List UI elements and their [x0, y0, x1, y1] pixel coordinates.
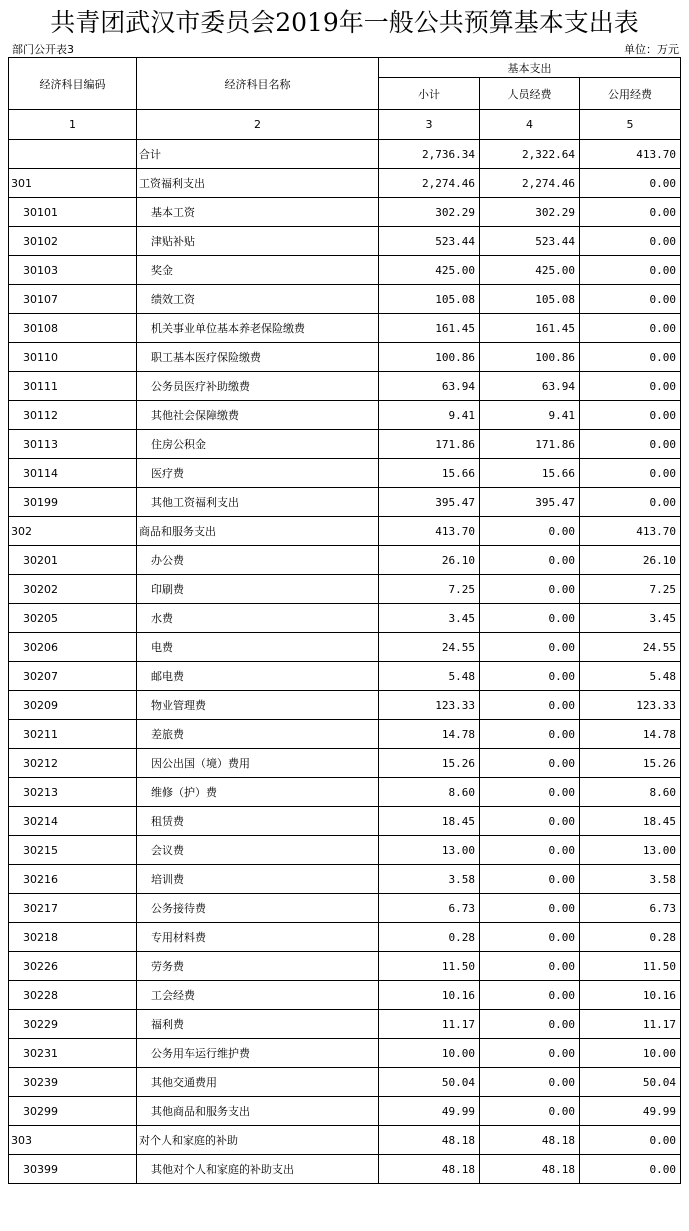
row-name: 津贴补贴	[137, 227, 379, 256]
row-code: 30107	[9, 285, 137, 314]
row-personnel: 395.47	[480, 488, 580, 517]
row-public: 5.48	[580, 662, 681, 691]
row-public: 0.00	[580, 343, 681, 372]
row-public: 3.45	[580, 604, 681, 633]
row-name: 合计	[137, 140, 379, 169]
row-subtotal: 171.86	[379, 430, 480, 459]
row-public: 0.00	[580, 256, 681, 285]
row-personnel: 0.00	[480, 575, 580, 604]
row-name: 培训费	[137, 865, 379, 894]
row-code: 30226	[9, 952, 137, 981]
row-subtotal: 10.00	[379, 1039, 480, 1068]
table-row	[9, 459, 681, 488]
row-subtotal: 7.25	[379, 575, 480, 604]
row-name: 商品和服务支出	[137, 517, 379, 546]
row-subtotal: 18.45	[379, 807, 480, 836]
row-personnel: 425.00	[480, 256, 580, 285]
row-personnel: 9.41	[480, 401, 580, 430]
table-row	[9, 1155, 681, 1184]
row-public: 7.25	[580, 575, 681, 604]
header-basic: 基本支出	[379, 58, 681, 78]
table-row	[9, 749, 681, 778]
row-personnel: 0.00	[480, 691, 580, 720]
row-public: 11.50	[580, 952, 681, 981]
row-subtotal: 15.26	[379, 749, 480, 778]
row-subtotal: 13.00	[379, 836, 480, 865]
row-personnel: 0.00	[480, 778, 580, 807]
row-subtotal: 24.55	[379, 633, 480, 662]
row-name: 基本工资	[137, 198, 379, 227]
row-public: 413.70	[580, 517, 681, 546]
row-code: 30110	[9, 343, 137, 372]
header-index: 5	[580, 110, 681, 140]
row-personnel: 48.18	[480, 1155, 580, 1184]
row-public: 0.00	[580, 169, 681, 198]
page-title: 共青团武汉市委员会2019年一般公共预算基本支出表	[50, 8, 639, 37]
row-code: 30202	[9, 575, 137, 604]
table-row	[9, 227, 681, 256]
row-name: 电费	[137, 633, 379, 662]
table-row	[9, 778, 681, 807]
row-name: 其他交通费用	[137, 1068, 379, 1097]
header-name: 经济科目名称	[137, 58, 379, 110]
row-name: 维修（护）费	[137, 778, 379, 807]
row-name: 绩效工资	[137, 285, 379, 314]
row-name: 劳务费	[137, 952, 379, 981]
table-row	[9, 865, 681, 894]
row-subtotal: 100.86	[379, 343, 480, 372]
row-public: 26.10	[580, 546, 681, 575]
row-subtotal: 11.17	[379, 1010, 480, 1039]
row-code: 30299	[9, 1097, 137, 1126]
row-public: 3.58	[580, 865, 681, 894]
row-subtotal: 105.08	[379, 285, 480, 314]
row-subtotal: 523.44	[379, 227, 480, 256]
row-subtotal: 15.66	[379, 459, 480, 488]
row-public: 49.99	[580, 1097, 681, 1126]
row-subtotal: 50.04	[379, 1068, 480, 1097]
row-public: 413.70	[580, 140, 681, 169]
table-row	[9, 488, 681, 517]
row-subtotal: 302.29	[379, 198, 480, 227]
table-row	[9, 720, 681, 749]
row-name: 机关事业单位基本养老保险缴费	[137, 314, 379, 343]
header-index: 3	[379, 110, 480, 140]
row-subtotal: 11.50	[379, 952, 480, 981]
table-row	[9, 981, 681, 1010]
row-personnel: 0.00	[480, 662, 580, 691]
row-subtotal: 425.00	[379, 256, 480, 285]
row-code: 30112	[9, 401, 137, 430]
row-code: 30214	[9, 807, 137, 836]
row-personnel: 523.44	[480, 227, 580, 256]
row-name: 租赁费	[137, 807, 379, 836]
table-row	[9, 1068, 681, 1097]
row-code: 30218	[9, 923, 137, 952]
table-row	[9, 691, 681, 720]
row-subtotal: 3.58	[379, 865, 480, 894]
row-public: 0.00	[580, 1126, 681, 1155]
row-public: 15.26	[580, 749, 681, 778]
row-public: 10.16	[580, 981, 681, 1010]
table-row	[9, 633, 681, 662]
row-name: 职工基本医疗保险缴费	[137, 343, 379, 372]
row-name: 对个人和家庭的补助	[137, 1126, 379, 1155]
table-row	[9, 575, 681, 604]
row-public: 14.78	[580, 720, 681, 749]
row-personnel: 0.00	[480, 836, 580, 865]
row-name: 印刷费	[137, 575, 379, 604]
row-code: 30213	[9, 778, 137, 807]
row-code: 30113	[9, 430, 137, 459]
row-code: 30111	[9, 372, 137, 401]
row-code: 30207	[9, 662, 137, 691]
table-row	[9, 1097, 681, 1126]
row-code: 30211	[9, 720, 137, 749]
row-personnel: 0.00	[480, 981, 580, 1010]
row-personnel: 0.00	[480, 894, 580, 923]
row-code: 302	[9, 517, 137, 546]
row-name: 其他社会保障缴费	[137, 401, 379, 430]
row-public: 0.28	[580, 923, 681, 952]
row-personnel: 15.66	[480, 459, 580, 488]
table-row	[9, 546, 681, 575]
row-public: 123.33	[580, 691, 681, 720]
row-code: 30206	[9, 633, 137, 662]
table-row	[9, 923, 681, 952]
row-public: 0.00	[580, 285, 681, 314]
table-row	[9, 807, 681, 836]
table-row	[9, 169, 681, 198]
row-public: 0.00	[580, 314, 681, 343]
row-code: 301	[9, 169, 137, 198]
table-row	[9, 198, 681, 227]
table-row	[9, 372, 681, 401]
row-name: 差旅费	[137, 720, 379, 749]
table-row	[9, 952, 681, 981]
row-public: 6.73	[580, 894, 681, 923]
row-personnel: 302.29	[480, 198, 580, 227]
row-code: 30216	[9, 865, 137, 894]
row-personnel: 0.00	[480, 865, 580, 894]
row-name: 其他商品和服务支出	[137, 1097, 379, 1126]
row-personnel: 0.00	[480, 807, 580, 836]
row-code: 30209	[9, 691, 137, 720]
table-row	[9, 343, 681, 372]
table-row	[9, 314, 681, 343]
row-personnel: 0.00	[480, 517, 580, 546]
row-code: 30199	[9, 488, 137, 517]
row-personnel: 0.00	[480, 720, 580, 749]
row-subtotal: 0.28	[379, 923, 480, 952]
table-row	[9, 517, 681, 546]
row-personnel: 48.18	[480, 1126, 580, 1155]
row-code: 30228	[9, 981, 137, 1010]
row-name: 工资福利支出	[137, 169, 379, 198]
row-code: 30114	[9, 459, 137, 488]
row-name: 公务用车运行维护费	[137, 1039, 379, 1068]
row-public: 0.00	[580, 227, 681, 256]
row-name: 公务员医疗补助缴费	[137, 372, 379, 401]
row-subtotal: 26.10	[379, 546, 480, 575]
table-row	[9, 285, 681, 314]
header-code: 经济科目编码	[9, 58, 137, 110]
table-row	[9, 662, 681, 691]
row-code: 30399	[9, 1155, 137, 1184]
row-personnel: 0.00	[480, 604, 580, 633]
row-public: 0.00	[580, 488, 681, 517]
header-personnel: 人员经费	[480, 78, 580, 110]
row-subtotal: 161.45	[379, 314, 480, 343]
header-public: 公用经费	[580, 78, 681, 110]
row-subtotal: 48.18	[379, 1126, 480, 1155]
row-personnel: 2,322.64	[480, 140, 580, 169]
row-public: 13.00	[580, 836, 681, 865]
row-code: 30217	[9, 894, 137, 923]
table-row	[9, 430, 681, 459]
table-row	[9, 256, 681, 285]
row-subtotal: 14.78	[379, 720, 480, 749]
row-personnel: 161.45	[480, 314, 580, 343]
row-subtotal: 63.94	[379, 372, 480, 401]
row-subtotal: 3.45	[379, 604, 480, 633]
header-index: 1	[9, 110, 137, 140]
row-name: 医疗费	[137, 459, 379, 488]
row-public: 11.17	[580, 1010, 681, 1039]
row-name: 专用材料费	[137, 923, 379, 952]
table-row	[9, 140, 681, 169]
table-row	[9, 1126, 681, 1155]
row-name: 福利费	[137, 1010, 379, 1039]
row-public: 10.00	[580, 1039, 681, 1068]
row-subtotal: 10.16	[379, 981, 480, 1010]
row-subtotal: 9.41	[379, 401, 480, 430]
header-index: 2	[137, 110, 379, 140]
row-name: 邮电费	[137, 662, 379, 691]
row-subtotal: 2,274.46	[379, 169, 480, 198]
row-public: 0.00	[580, 1155, 681, 1184]
row-subtotal: 2,736.34	[379, 140, 480, 169]
table-row	[9, 1010, 681, 1039]
row-code: 30229	[9, 1010, 137, 1039]
table-body	[9, 140, 681, 1184]
table-row	[9, 836, 681, 865]
row-subtotal: 8.60	[379, 778, 480, 807]
row-public: 0.00	[580, 198, 681, 227]
row-code: 30108	[9, 314, 137, 343]
row-personnel: 0.00	[480, 1039, 580, 1068]
header-index: 4	[480, 110, 580, 140]
row-name: 其他工资福利支出	[137, 488, 379, 517]
row-personnel: 0.00	[480, 749, 580, 778]
row-code: 30215	[9, 836, 137, 865]
row-code: 30212	[9, 749, 137, 778]
row-code: 30201	[9, 546, 137, 575]
row-subtotal: 413.70	[379, 517, 480, 546]
row-subtotal: 395.47	[379, 488, 480, 517]
table-row	[9, 1039, 681, 1068]
row-personnel: 0.00	[480, 1010, 580, 1039]
table-row	[9, 894, 681, 923]
row-name: 公务接待费	[137, 894, 379, 923]
row-public: 8.60	[580, 778, 681, 807]
row-public: 0.00	[580, 459, 681, 488]
row-public: 18.45	[580, 807, 681, 836]
form-number: 部门公开表3	[12, 43, 74, 56]
row-name: 因公出国（境）费用	[137, 749, 379, 778]
row-code: 303	[9, 1126, 137, 1155]
table-row	[9, 604, 681, 633]
row-subtotal: 49.99	[379, 1097, 480, 1126]
row-personnel: 105.08	[480, 285, 580, 314]
row-subtotal: 48.18	[379, 1155, 480, 1184]
row-code: 30103	[9, 256, 137, 285]
row-name: 工会经费	[137, 981, 379, 1010]
row-name: 水费	[137, 604, 379, 633]
row-code: 30231	[9, 1039, 137, 1068]
header-subtotal: 小计	[379, 78, 480, 110]
row-public: 24.55	[580, 633, 681, 662]
row-personnel: 0.00	[480, 923, 580, 952]
row-name: 奖金	[137, 256, 379, 285]
row-code: 30239	[9, 1068, 137, 1097]
row-code: 30101	[9, 198, 137, 227]
row-code: 30205	[9, 604, 137, 633]
row-name: 物业管理费	[137, 691, 379, 720]
row-subtotal: 123.33	[379, 691, 480, 720]
row-name: 办公费	[137, 546, 379, 575]
row-personnel: 0.00	[480, 952, 580, 981]
row-personnel: 63.94	[480, 372, 580, 401]
row-name: 会议费	[137, 836, 379, 865]
row-personnel: 171.86	[480, 430, 580, 459]
row-public: 0.00	[580, 430, 681, 459]
row-subtotal: 5.48	[379, 662, 480, 691]
row-personnel: 0.00	[480, 1097, 580, 1126]
table-row	[9, 401, 681, 430]
row-personnel: 2,274.46	[480, 169, 580, 198]
row-public: 0.00	[580, 372, 681, 401]
row-name: 其他对个人和家庭的补助支出	[137, 1155, 379, 1184]
row-code: 30102	[9, 227, 137, 256]
unit-label: 单位：万元	[624, 43, 679, 56]
row-personnel: 0.00	[480, 546, 580, 575]
row-personnel: 100.86	[480, 343, 580, 372]
row-public: 0.00	[580, 401, 681, 430]
row-personnel: 0.00	[480, 1068, 580, 1097]
budget-table	[8, 57, 681, 1184]
row-public: 50.04	[580, 1068, 681, 1097]
row-name: 住房公积金	[137, 430, 379, 459]
row-subtotal: 6.73	[379, 894, 480, 923]
row-personnel: 0.00	[480, 633, 580, 662]
row-code	[9, 140, 137, 169]
